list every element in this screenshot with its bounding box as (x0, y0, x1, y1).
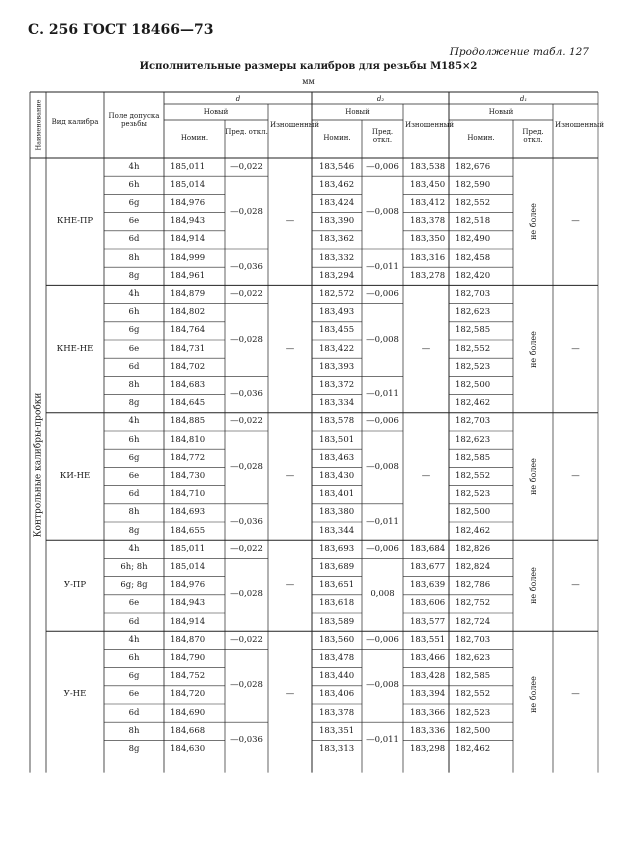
d1-nominal-cell: 182,523 (455, 361, 491, 372)
section-name: У-ПР (63, 580, 87, 591)
d2-nominal-cell: 183,380 (319, 507, 355, 518)
d1-nominal-cell: 182,676 (455, 161, 491, 172)
d2-worn-cell: 183,378 (410, 216, 446, 227)
d-nominal-cell: 184,999 (170, 252, 206, 263)
d1-nominal-cell: 182,623 (455, 653, 491, 663)
d2-worn-cell: 183,278 (410, 270, 446, 281)
d2-nominal-cell: 183,424 (319, 198, 355, 208)
d1-worn-cell: — (571, 689, 580, 700)
d-nominal-cell: 184,710 (170, 489, 206, 500)
d2-worn-cell: — (421, 471, 431, 481)
tolerance-cell: 6h (128, 434, 140, 445)
tolerance-cell: 6d (128, 489, 140, 500)
d2-nominal-cell: 183,422 (319, 343, 355, 354)
tolerance-cell: 6d (128, 616, 140, 627)
d2-worn-cell: 183,316 (410, 252, 446, 263)
d1-nominal-cell: 182,420 (455, 270, 491, 281)
d2-nominal-cell: 183,501 (319, 434, 355, 445)
d1-nominal-cell: 182,552 (455, 471, 491, 481)
d1-nominal-cell: 182,752 (455, 598, 491, 609)
d2-nominal-cell: 183,546 (319, 161, 355, 172)
tolerance-cell: 4h (128, 289, 140, 299)
d1-deviation-cell: не более (528, 330, 538, 368)
d-deviation-cell: —0,028 (230, 207, 263, 218)
d1-nominal-cell: 182,585 (455, 671, 491, 682)
d1-nominal-cell: 182,458 (455, 252, 491, 263)
d1-nominal-cell: 182,703 (455, 289, 491, 299)
d-nominal-cell: 184,943 (170, 216, 206, 227)
d-deviation-cell: —0,022 (230, 161, 263, 172)
d-nominal-cell: 184,976 (170, 580, 206, 591)
d2-deviation-cell: —0,011 (366, 734, 399, 745)
d2-deviation-cell: —0,008 (366, 680, 399, 691)
tolerance-cell: 8g (128, 525, 140, 536)
d-nominal-cell: 184,764 (170, 325, 206, 336)
d2-deviation-cell: —0,006 (366, 416, 399, 427)
d2-deviation-cell: —0,011 (366, 389, 399, 400)
d2-worn-cell: 183,366 (410, 707, 446, 718)
d-deviation-cell: —0,028 (230, 680, 263, 691)
tolerance-cell: 6d (128, 234, 140, 245)
tolerance-cell: 4h (128, 416, 140, 427)
tolerance-cell: 8h (128, 725, 140, 736)
d1-nominal-cell: 182,590 (455, 179, 491, 190)
page-reference: С. 256 ГОСТ 18466—73 (28, 22, 214, 38)
d2-worn-cell: — (421, 343, 431, 354)
tolerance-cell: 8g (128, 270, 140, 281)
column-header-tolerance: Поле допуска резьбы (108, 112, 160, 129)
column-header-d: d (235, 95, 241, 103)
d2-nominal-cell: 183,693 (319, 543, 355, 554)
tolerance-cell: 6e (128, 343, 140, 354)
d1-nominal-cell: 182,585 (455, 452, 491, 463)
d-deviation-cell: —0,028 (230, 589, 263, 600)
column-header-d1: d₁ (519, 95, 528, 103)
d-nominal-cell: 184,752 (170, 671, 206, 682)
d2-nominal-cell: 183,313 (319, 744, 355, 754)
d-nominal-cell: 184,730 (170, 471, 206, 481)
d1-worn-cell: — (571, 471, 580, 481)
d-nominal-cell: 184,772 (170, 452, 206, 463)
d1-nominal-cell: 182,552 (455, 689, 491, 700)
d-deviation-cell: —0,036 (230, 261, 263, 272)
d2-nominal-cell: 183,393 (319, 361, 355, 372)
d2-worn-cell: 183,684 (410, 543, 446, 554)
d-deviation-cell: —0,036 (230, 389, 263, 400)
d2-nominal-cell: 183,351 (319, 725, 355, 736)
d1-nominal-cell: 182,462 (455, 398, 491, 409)
d2-nominal-cell: 183,372 (319, 380, 355, 390)
d2-deviation-cell: —0,006 (366, 634, 399, 645)
d-nominal-cell: 184,690 (170, 707, 206, 718)
d2-worn-cell: 183,551 (410, 634, 446, 645)
d2-nominal-cell: 182,572 (319, 289, 355, 299)
d2-nominal-cell: 183,618 (319, 598, 355, 609)
d-nominal-cell: 185,011 (170, 161, 206, 172)
d-nominal-cell: 184,914 (170, 234, 206, 245)
d1-nominal-cell: 182,552 (455, 198, 491, 208)
tolerance-cell: 6d (128, 361, 140, 372)
d1-worn-cell: — (571, 216, 580, 227)
d1-nominal-cell: 182,518 (455, 216, 491, 227)
d1-deviation-cell: не более (528, 567, 538, 605)
d-nominal-cell: 184,720 (170, 689, 206, 700)
units-label: мм (302, 77, 315, 86)
section-name: КНЕ-ПР (56, 216, 94, 227)
d2-nominal-cell: 183,493 (319, 307, 355, 318)
d2-nominal-cell: 183,362 (319, 234, 355, 245)
d2-worn-cell: 183,450 (410, 179, 446, 190)
d1-nominal-cell: 182,585 (455, 325, 491, 336)
d-nominal-cell: 184,645 (170, 398, 206, 409)
tolerance-cell: 4h (128, 543, 140, 554)
column-header-worn-0: Изношенный (270, 121, 320, 129)
d-nominal-cell: 184,683 (170, 380, 206, 390)
d-nominal-cell: 185,014 (170, 179, 206, 190)
d1-deviation-cell: не более (528, 458, 538, 495)
d-nominal-cell: 184,630 (170, 744, 206, 754)
d-nominal-cell: 184,879 (170, 289, 206, 299)
column-header-name: Наименование (34, 99, 43, 151)
d2-nominal-cell: 183,378 (319, 707, 355, 718)
d2-nominal-cell: 183,406 (319, 689, 355, 700)
d1-nominal-cell: 182,462 (455, 744, 491, 754)
tolerance-cell: 8h (128, 507, 140, 518)
d2-nominal-cell: 183,478 (319, 653, 355, 663)
tolerance-cell: 8g (128, 398, 140, 409)
section-name: КИ-НЕ (59, 471, 91, 481)
d2-deviation-cell: —0,006 (366, 543, 399, 554)
d-worn-cell: — (285, 689, 295, 700)
tolerance-cell: 4h (128, 161, 140, 172)
d1-nominal-cell: 182,623 (455, 434, 491, 445)
tolerance-cell: 8h (128, 380, 140, 390)
d2-deviation-cell: —0,008 (366, 207, 399, 218)
d2-nominal-cell: 183,689 (319, 562, 355, 572)
d-deviation-cell: —0,022 (230, 543, 263, 554)
d1-deviation-cell: не более (528, 203, 538, 241)
d1-nominal-cell: 182,826 (455, 543, 491, 554)
d2-nominal-cell: 183,332 (319, 252, 355, 263)
column-header-nominal-1: Номин. (323, 134, 351, 142)
d2-nominal-cell: 183,344 (319, 525, 355, 536)
d2-nominal-cell: 183,430 (319, 471, 355, 481)
section-name: КНЕ-НЕ (56, 343, 94, 354)
tolerance-cell: 6g; 8g (120, 580, 148, 591)
d1-nominal-cell: 182,523 (455, 489, 491, 500)
d-deviation-cell: —0,022 (230, 416, 263, 427)
d2-deviation-cell: —0,008 (366, 461, 399, 472)
tolerance-cell: 6h (128, 653, 140, 663)
column-header-deviation-1: Пред. откл. (371, 128, 394, 145)
tolerance-cell: 6h; 8h (120, 562, 148, 572)
d-nominal-cell: 184,885 (170, 416, 206, 427)
d1-nominal-cell: 182,824 (455, 562, 491, 572)
d1-nominal-cell: 182,500 (455, 725, 491, 736)
d2-nominal-cell: 183,440 (319, 671, 355, 682)
column-header-d2: d₂ (376, 95, 385, 103)
d-worn-cell: — (285, 216, 295, 227)
d2-nominal-cell: 183,651 (319, 580, 355, 591)
tolerance-cell: 4h (128, 634, 140, 645)
tolerance-cell: 6h (128, 307, 140, 318)
d2-worn-cell: 183,538 (410, 161, 446, 172)
d1-nominal-cell: 182,703 (455, 416, 491, 427)
column-header-nominal-0: Номин. (180, 134, 209, 142)
d-deviation-cell: —0,022 (230, 634, 263, 645)
d2-worn-cell: 183,428 (410, 671, 446, 682)
d-worn-cell: — (285, 471, 295, 481)
column-header-kind: Вид калибра (51, 118, 99, 126)
d-nominal-cell: 184,702 (170, 361, 206, 372)
tolerance-cell: 6e (128, 216, 140, 227)
d-nominal-cell: 185,011 (170, 543, 206, 554)
tolerance-cell: 6e (128, 598, 140, 609)
d2-nominal-cell: 183,589 (319, 616, 355, 627)
d2-nominal-cell: 183,560 (319, 634, 355, 645)
d2-nominal-cell: 183,463 (319, 452, 355, 463)
column-header-worn-2: Изношенный (555, 121, 605, 129)
d1-nominal-cell: 182,623 (455, 307, 491, 318)
d2-deviation-cell: —0,006 (366, 289, 399, 299)
tolerance-cell: 6e (128, 689, 140, 700)
d2-worn-cell: 183,639 (410, 580, 446, 591)
tolerance-cell: 6g (128, 452, 140, 463)
d-nominal-cell: 184,976 (170, 198, 206, 208)
d2-nominal-cell: 183,334 (319, 398, 355, 409)
d1-nominal-cell: 182,490 (455, 234, 491, 245)
d-nominal-cell: 184,810 (170, 434, 206, 445)
d2-deviation-cell: —0,006 (366, 161, 399, 172)
d2-nominal-cell: 183,390 (319, 216, 355, 227)
d-nominal-cell: 184,655 (170, 525, 206, 536)
d1-worn-cell: — (571, 343, 580, 354)
column-header-deviation-0: Пред. откл. (225, 128, 268, 136)
d1-nominal-cell: 182,500 (455, 507, 491, 518)
d2-nominal-cell: 183,294 (319, 270, 355, 281)
column-header-worn-1: Изношенный (405, 121, 455, 129)
tolerance-cell: 6g (128, 198, 140, 208)
table-title: Исполнительные размеры калибров для резьбы М185×2 (139, 61, 478, 72)
d2-worn-cell: 183,394 (410, 689, 446, 700)
d2-deviation-cell: —0,011 (366, 516, 399, 527)
d-nominal-cell: 184,914 (170, 616, 206, 627)
d-nominal-cell: 184,943 (170, 598, 206, 609)
d2-nominal-cell: 183,401 (319, 489, 355, 500)
column-header-deviation-2: Пред. откл. (522, 128, 544, 145)
tolerance-cell: 6g (128, 671, 140, 682)
d-nominal-cell: 184,731 (170, 343, 206, 354)
d1-nominal-cell: 182,523 (455, 707, 491, 718)
d2-worn-cell: 183,350 (410, 234, 446, 245)
d1-nominal-cell: 182,724 (455, 616, 491, 627)
d-nominal-cell: 184,790 (170, 653, 206, 663)
d2-worn-cell: 183,606 (410, 598, 446, 609)
d-worn-cell: — (285, 343, 295, 354)
continuation-note: Продолжение табл. 127 (449, 46, 589, 58)
d1-nominal-cell: 182,552 (455, 343, 491, 354)
d2-deviation-cell: —0,011 (366, 261, 399, 272)
d-nominal-cell: 184,802 (170, 307, 206, 318)
d2-nominal-cell: 183,455 (319, 325, 355, 336)
tolerance-cell: 6g (128, 325, 140, 336)
tolerance-cell: 6h (128, 179, 140, 190)
column-header-new-0: Новый (203, 108, 229, 116)
d2-nominal-cell: 183,462 (319, 179, 355, 190)
column-header-nominal-2: Номин. (467, 134, 495, 142)
column-header-new-2: Новый (488, 108, 514, 116)
d2-deviation-cell: —0,008 (366, 334, 399, 345)
d1-deviation-cell: не более (528, 676, 538, 714)
d-deviation-cell: —0,028 (230, 334, 263, 345)
d-nominal-cell: 185,014 (170, 562, 206, 572)
d1-worn-cell: — (571, 580, 580, 591)
d1-nominal-cell: 182,703 (455, 634, 491, 645)
d1-nominal-cell: 182,462 (455, 525, 491, 536)
d-nominal-cell: 184,668 (170, 725, 206, 736)
tolerance-cell: 6d (128, 707, 140, 718)
d1-nominal-cell: 182,786 (455, 580, 491, 591)
d-nominal-cell: 184,961 (170, 270, 206, 281)
tolerance-cell: 6e (128, 471, 140, 481)
section-name: У-НЕ (63, 689, 87, 700)
d2-nominal-cell: 183,578 (319, 416, 355, 427)
tolerance-cell: 8g (128, 744, 140, 754)
d-deviation-cell: —0,036 (230, 516, 263, 527)
d-deviation-cell: —0,022 (230, 289, 263, 299)
d-nominal-cell: 184,870 (170, 634, 206, 645)
d2-worn-cell: 183,677 (410, 562, 446, 572)
d2-deviation-cell: 0,008 (370, 589, 395, 600)
d2-worn-cell: 183,412 (410, 198, 446, 208)
tolerance-cell: 8h (128, 252, 140, 263)
d-deviation-cell: —0,028 (230, 461, 263, 472)
column-header-new-1: Новый (345, 108, 370, 116)
d1-nominal-cell: 182,500 (455, 380, 491, 390)
d2-worn-cell: 183,577 (410, 616, 446, 627)
d-nominal-cell: 184,693 (170, 507, 206, 518)
d-worn-cell: — (285, 580, 295, 591)
d2-worn-cell: 183,336 (410, 725, 446, 736)
d-deviation-cell: —0,036 (230, 734, 263, 745)
d2-worn-cell: 183,298 (410, 744, 446, 754)
d2-worn-cell: 183,466 (410, 653, 446, 663)
group-label: Контрольные калибры-пробки (32, 392, 43, 538)
